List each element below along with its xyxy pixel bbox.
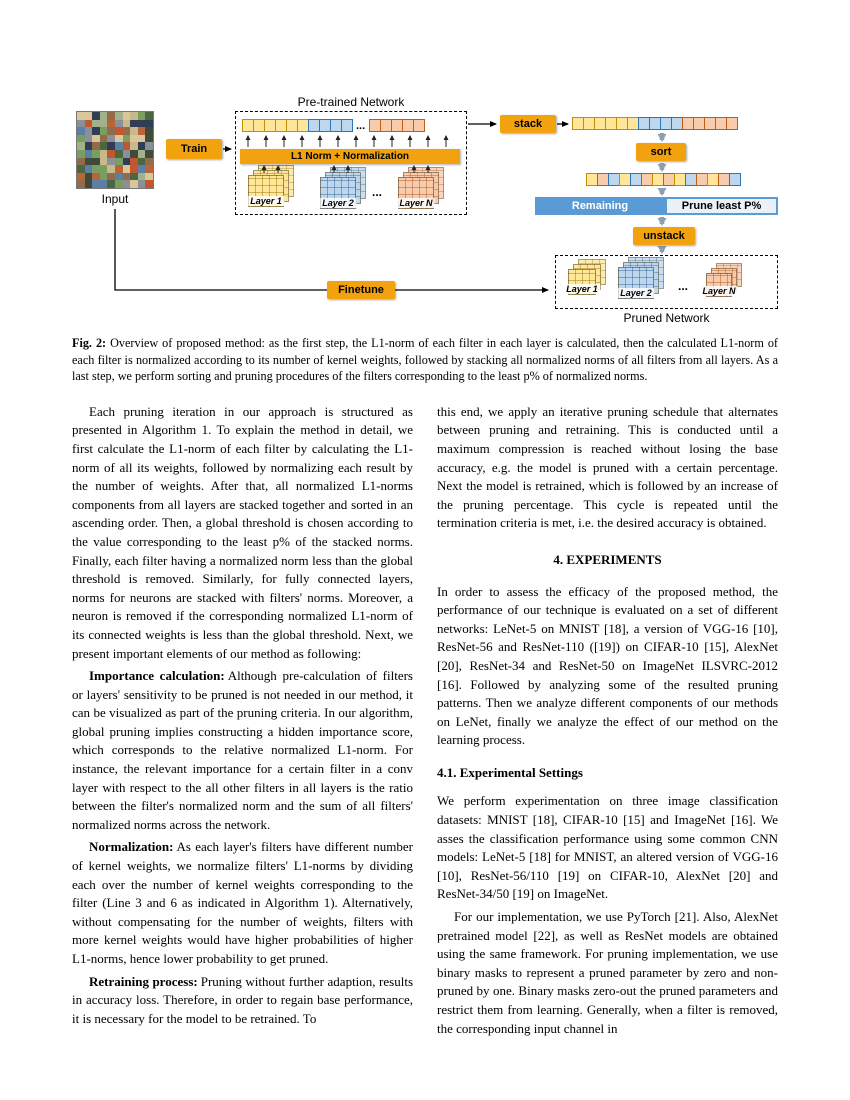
mosaic-cell [107,173,115,181]
right-column [437,403,778,1042]
mosaic-cell [77,180,85,188]
mosaic-cell [85,142,93,150]
input-label: Input [101,192,129,206]
mosaic-cell [100,165,108,173]
mosaic-cell [107,142,115,150]
mosaic-cell [100,150,108,158]
mosaic-cell [115,165,123,173]
mosaic-cell [77,112,85,120]
mosaic-cell [145,180,153,188]
mosaic-cell [85,127,93,135]
mosaic-cell [138,150,146,158]
mosaic-cell [107,180,115,188]
layer2-cube [320,177,356,209]
filter-square [729,173,741,186]
paragraph: We perform experimentation on three image classification datasets: MNIST [18], CIFAR-10 [15] and ImageNet [16]. We asses the classification performance using some common CNN models: LeNet-5 [18] for MNIST, an altered version of VGG-16 [10], ResNet-56/110 [19] on CIFAR-10, AlexNet [20] and ResNet-34/50 [19] on ImageNet. [437,793,778,902]
mosaic-cell [92,120,100,128]
pruned-layer1-label: Layer 1 [566,284,598,294]
finetune-step-button: Finetune [327,281,395,299]
mosaic-cell [138,120,146,128]
sort-step-button: sort [636,143,686,161]
body-columns [72,403,778,1042]
pretrained-filter-strip [242,119,424,132]
mosaic-cell [123,135,131,143]
mosaic-cell [145,142,153,150]
mosaic-cell [77,120,85,128]
mosaic-cell [123,142,131,150]
mosaic-cell [77,150,85,158]
mosaic-cell [100,180,108,188]
stack-step-button: stack [500,115,556,133]
mosaic-cell [115,158,123,166]
figure-2-diagram [72,95,778,327]
pruned-network-label: Pruned Network [623,311,710,325]
layer1-cube [248,175,284,207]
mosaic-cell [130,127,138,135]
paragraph-lead: Normalization: [89,839,174,855]
mosaic-cell [85,135,93,143]
stacked-norms-strip [572,117,737,130]
mosaic-cell [92,150,100,158]
mosaic-cell [130,150,138,158]
filter-square [413,119,425,132]
mosaic-cell [130,112,138,120]
mosaic-cell [92,180,100,188]
layerN-label: Layer N [399,198,433,208]
mosaic-cell [123,112,131,120]
mosaic-cell [100,120,108,128]
mosaic-cell [107,150,115,158]
mosaic-cell [92,173,100,181]
mosaic-cell [123,165,131,173]
mosaic-cell [130,142,138,150]
pruned-layerN-cube [702,273,736,297]
mosaic-cell [115,112,123,120]
mosaic-cell [92,158,100,166]
train-step-button: Train [166,139,222,159]
mosaic-cell [77,173,85,181]
paragraph-text: As each layer's filters have different number of kernel weights, we normalize filters' L1-norms by dividing each over the number of kernel weights corresponding to the filter (Line 3 and 6 as indicated in Algorithm 1). Alternatively, without compensating for the number of weights, filters with more kernel weights would have higher probabilities of higher L1-norms, hence lower probability to get pruned. [72,839,413,966]
section-heading-experiments: 4. EXPERIMENTS [553,551,662,567]
figure-caption [72,335,778,385]
paragraph-text: Pruning without further adaption, results in accuracy loss. Therefore, in order to regain base performance, it is necessary for the model to be retrained. To [72,973,413,1026]
mosaic-cell [138,135,146,143]
mosaic-cell [85,180,93,188]
paragraph-lead: Importance calculation: [89,668,225,684]
mosaic-cell [130,120,138,128]
mosaic-cell [138,142,146,150]
mosaic-cell [107,112,115,120]
mosaic-cell [92,165,100,173]
paragraph [72,667,413,834]
mosaic-cell [77,135,85,143]
mosaic-cell [115,150,123,158]
mosaic-cell [138,173,146,181]
mosaic-cell [77,158,85,166]
paragraph: In order to assess the efficacy of the proposed method, the performance of our technique is evaluated on a set of different networks: LeNet-5 on MNIST [18], a version of VGG-16 [10], ResNet-56 and ResNet-110 ([19]) on CIFAR-10 [15], AlexNet [20], ResNet-34 and ResNet-50 on ImageNet ILSVRC-2012 [16]. Followed by analyzing some of the resulted pruning patterns. Then we analyze different components of our methods on LeNet, finally we analyze the effect of our method on the learning process. [437,583,778,748]
mosaic-cell [138,112,146,120]
mosaic-cell [130,158,138,166]
mosaic-cell [115,120,123,128]
left-column [72,403,413,1042]
paragraph-text: Although pre-calculation of filters or layers' sensitivity to be pruned is not needed in our method, it can be visualized as part of the pruning criteria. In our algorithm, global pruning implies constructing a hidden importance score, which corresponds to the relative normalized L1-norm. For instance, the relevant importance for a certain filter in a conv layer with respect to the all other filters in all layers is the ratio between the filter's normalized norm and the sum of all filters' normalized norms across the network. [72,668,413,832]
layerN-cube [398,177,434,209]
mosaic-cell [92,135,100,143]
mosaic-cell [145,150,153,158]
pruned-layers-ellipsis: ... [678,279,689,293]
mosaic-cell [138,165,146,173]
mosaic-cell [115,173,123,181]
paragraph-lead: Retraining process: [89,973,198,989]
prune-least-p-box: Prune least P% [665,197,778,215]
mosaic-cell [145,120,153,128]
mosaic-cell [92,127,100,135]
mosaic-cell [123,158,131,166]
pruned-layerN-label: Layer N [702,286,736,296]
mosaic-cell [107,158,115,166]
paragraph: this end, we apply an iterative pruning schedule that alternates between pruning and retraining. This is conducted until a maximum compression is reached without losing the base accuracy, e.g. the model is pruned with a certain percentage. Next the model is retrained, which is followed by an increase of the pruning percentage. This cycle is repeated until the termination criteria is met, i.e. the desired accuracy is obtained. [437,403,778,531]
mosaic-cell [107,127,115,135]
mosaic-cell [85,112,93,120]
mosaic-cell [100,135,108,143]
mosaic-cell [123,180,131,188]
mosaic-cell [145,135,153,143]
finetune-path-arrow [115,209,548,290]
mosaic-cell [130,165,138,173]
figure-caption-text: Overview of proposed method: as the first step, the L1-norm of each filter in each layer is calculated, then the calculated L1-norm of each filter is normalized according to its number of kernel weights, followed by stacking all normalized norms of all filters from all layers. As a last step, we perform sorting and pruning procedures of the filters corresponding to the least p% of normalized norms. [72,336,778,384]
mosaic-cell [123,120,131,128]
mosaic-cell [85,158,93,166]
mosaic-cell [100,127,108,135]
mosaic-cell [77,127,85,135]
paragraph: Each pruning iteration in our approach is structured as presented in Algorithm 1. To explain the method in detail, we first calculate the L1-norm of each filter by calculating the L1-norm of all its weights, followed by normalizing each result by the number of weights. After that, all normalized L1-norms components from all layers are stacked together and sorted in an ascending order. Then, a global threshold is chosen according to the value corresponding to the least p% of the stacked norms. Finally, each filter having a normalized norm less than the global threshold is removed. Similarly, for fully connected layers, norms for neurons are stacked with filters' norms. Moreover, a neuron is removed if the corresponding normalized L1-norm of its connected weights is less than the global threshold. Next, we present important elements of our method as following: [72,403,413,661]
mosaic-cell [138,180,146,188]
layer1-label: Layer 1 [250,196,282,206]
mosaic-cell [85,165,93,173]
mosaic-cell [85,120,93,128]
mosaic-cell [130,180,138,188]
mosaic-cell [100,158,108,166]
mosaic-cell [115,180,123,188]
mosaic-cell [100,142,108,150]
mosaic-cell [130,135,138,143]
mosaic-cell [145,158,153,166]
mosaic-cell [107,135,115,143]
paragraph [72,838,413,968]
mosaic-cell [77,165,85,173]
mosaic-cell [145,165,153,173]
remaining-bar: Remaining [535,197,665,215]
strip-ellipsis: ... [356,119,366,132]
mosaic-cell [92,112,100,120]
mosaic-cell [77,142,85,150]
pretrained-network-label: Pre-trained Network [297,95,405,109]
mosaic-cell [138,127,146,135]
layers-ellipsis: ... [372,185,383,199]
unstack-step-button: unstack [633,227,695,245]
mosaic-cell [115,127,123,135]
mosaic-cell [85,150,93,158]
figure-caption-tag: Fig. 2: [72,336,107,350]
pruned-layer1-cube [568,269,596,295]
input-image [76,111,154,189]
mosaic-cell [123,127,131,135]
pruned-layer2-cube [618,267,654,299]
mosaic-cell [138,158,146,166]
paragraph [72,973,413,1029]
mosaic-cell [130,173,138,181]
mosaic-cell [123,150,131,158]
mosaic-cell [92,142,100,150]
mosaic-cell [123,173,131,181]
paragraph: For our implementation, we use PyTorch [21]. Also, AlexNet pretrained model [22], as well as ResNet models are obtained using the same framework. For pruning implementation, we use binary masks to represent a pruned parameter by zero and non-pruned by one. Binary masks zero-out the pruned parameters and restrict them from learning. Generally, when a filter is removed, the corresponding input channel in [437,909,778,1036]
sorted-norms-strip [586,173,740,186]
mosaic-cell [85,173,93,181]
mosaic-cell [145,173,153,181]
l1-normalization-bar: L1 Norm + Normalization [240,149,460,164]
mosaic-cell [115,135,123,143]
mosaic-cell [107,120,115,128]
filter-square [726,117,738,130]
mosaic-cell [100,112,108,120]
mosaic-cell [145,127,153,135]
layer2-label: Layer 2 [322,198,354,208]
mosaic-cell [107,165,115,173]
filter-square [341,119,353,132]
pruned-layer2-label: Layer 2 [620,288,652,298]
mosaic-cell [145,112,153,120]
mosaic-cell [115,142,123,150]
subsection-heading-settings: 4.1. Experimental Settings [437,764,583,780]
mosaic-cell [100,173,108,181]
